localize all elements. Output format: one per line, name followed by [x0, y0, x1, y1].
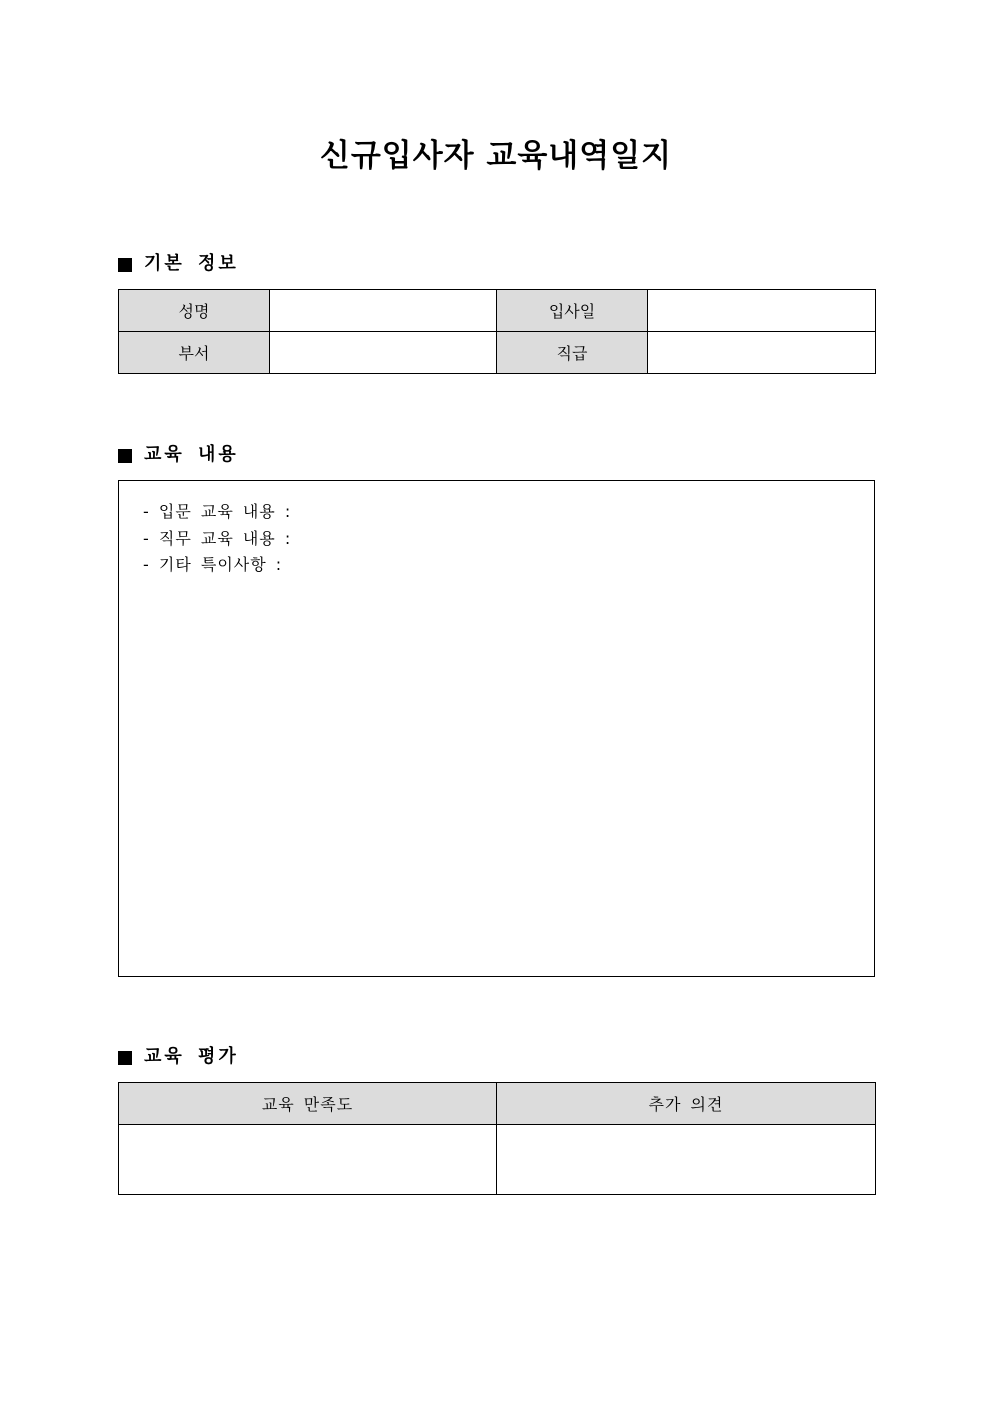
department-label: 부서 [119, 332, 270, 374]
page-title: 신규입사자 교육내역일지 [319, 138, 673, 174]
section-heading-evaluation [118, 1045, 239, 1069]
department-field[interactable] [270, 332, 497, 374]
position-field[interactable] [648, 332, 876, 374]
evaluation-table [118, 1082, 876, 1195]
table-row [119, 332, 876, 374]
section-heading-label: 교육 내용 [144, 444, 239, 465]
additional-comments-header: 추가 의견 [497, 1083, 876, 1125]
satisfaction-field[interactable] [119, 1125, 497, 1195]
section-heading-basic-info [118, 252, 239, 276]
position-label: 직급 [497, 332, 648, 374]
table-header-row [119, 1083, 876, 1125]
list-item-intro-training: - 입문 교육 내용 : [143, 502, 292, 521]
section-heading-label: 교육 평가 [144, 1046, 239, 1067]
hire-date-field[interactable] [648, 290, 876, 332]
square-bullet-icon [118, 1051, 132, 1065]
satisfaction-header: 교육 만족도 [119, 1083, 497, 1125]
hire-date-label: 입사일 [497, 290, 648, 332]
additional-comments-field[interactable] [497, 1125, 876, 1195]
training-content-box[interactable] [118, 480, 875, 977]
square-bullet-icon [118, 449, 132, 463]
basic-info-table [118, 289, 876, 374]
name-field[interactable] [270, 290, 497, 332]
list-item-job-training: - 직무 교육 내용 : [143, 528, 292, 548]
section-heading-training-content [118, 443, 239, 467]
table-row [119, 290, 876, 332]
training-content-list [143, 499, 291, 579]
name-label: 성명 [119, 290, 270, 332]
table-row [119, 1125, 876, 1195]
square-bullet-icon [118, 258, 132, 272]
list-item-other-notes: - 기타 특이사항 : [143, 555, 283, 574]
section-heading-label: 기본 정보 [144, 253, 239, 274]
